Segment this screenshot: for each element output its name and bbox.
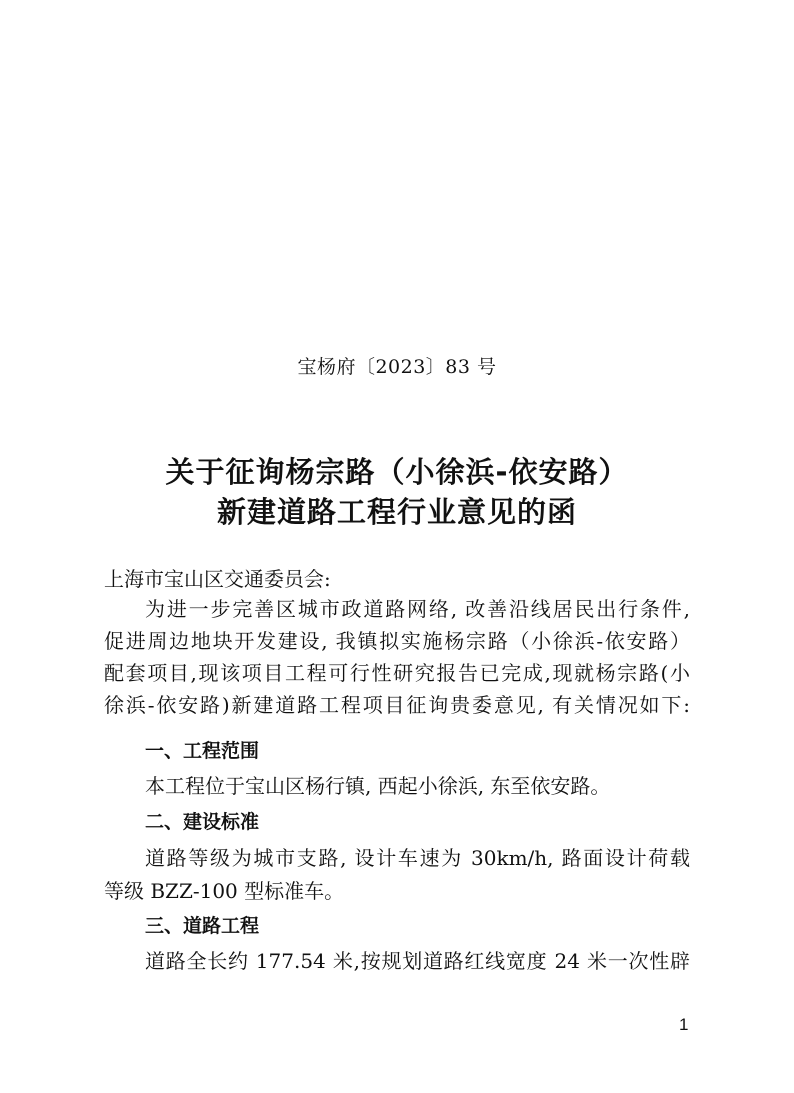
intro-line-2: 促进周边地块开发建设, 我镇拟实施杨宗路（小徐浜-依安路） [104, 629, 690, 653]
document-number: 宝杨府〔2023〕83 号 [297, 356, 497, 378]
document-title-line-2: 新建道路工程行业意见的函 [216, 495, 577, 529]
section-text-standard-line-2: 等级 BZZ-100 型标准车。 [104, 879, 345, 903]
section-heading-scope: 一、工程范围 [145, 740, 260, 762]
section-heading-road: 三、道路工程 [145, 915, 260, 937]
section-text-scope: 本工程位于宝山区杨行镇, 西起小徐浜, 东至依安路。 [145, 774, 611, 798]
section-heading-standard: 二、建设标准 [145, 811, 260, 833]
document-title-line-1: 关于征询杨宗路（小徐浜-依安路） [165, 455, 629, 489]
intro-line-1: 为进一步完善区城市政道路网络, 改善沿线居民出行条件, [145, 597, 690, 621]
section-text-standard-line-1: 道路等级为城市支路, 设计车速为 30km/h, 路面设计荷载 [145, 846, 690, 870]
page-number: 1 [679, 1015, 689, 1034]
intro-line-3: 配套项目,现该项目工程可行性研究报告已完成,现就杨宗路(小 [104, 661, 690, 685]
addressee: 上海市宝山区交通委员会: [104, 567, 331, 591]
section-text-road: 道路全长约 177.54 米,按规划道路红线宽度 24 米一次性辟 [145, 949, 690, 973]
intro-line-4: 徐浜-依安路)新建道路工程项目征询贵委意见, 有关情况如下: [104, 693, 690, 717]
